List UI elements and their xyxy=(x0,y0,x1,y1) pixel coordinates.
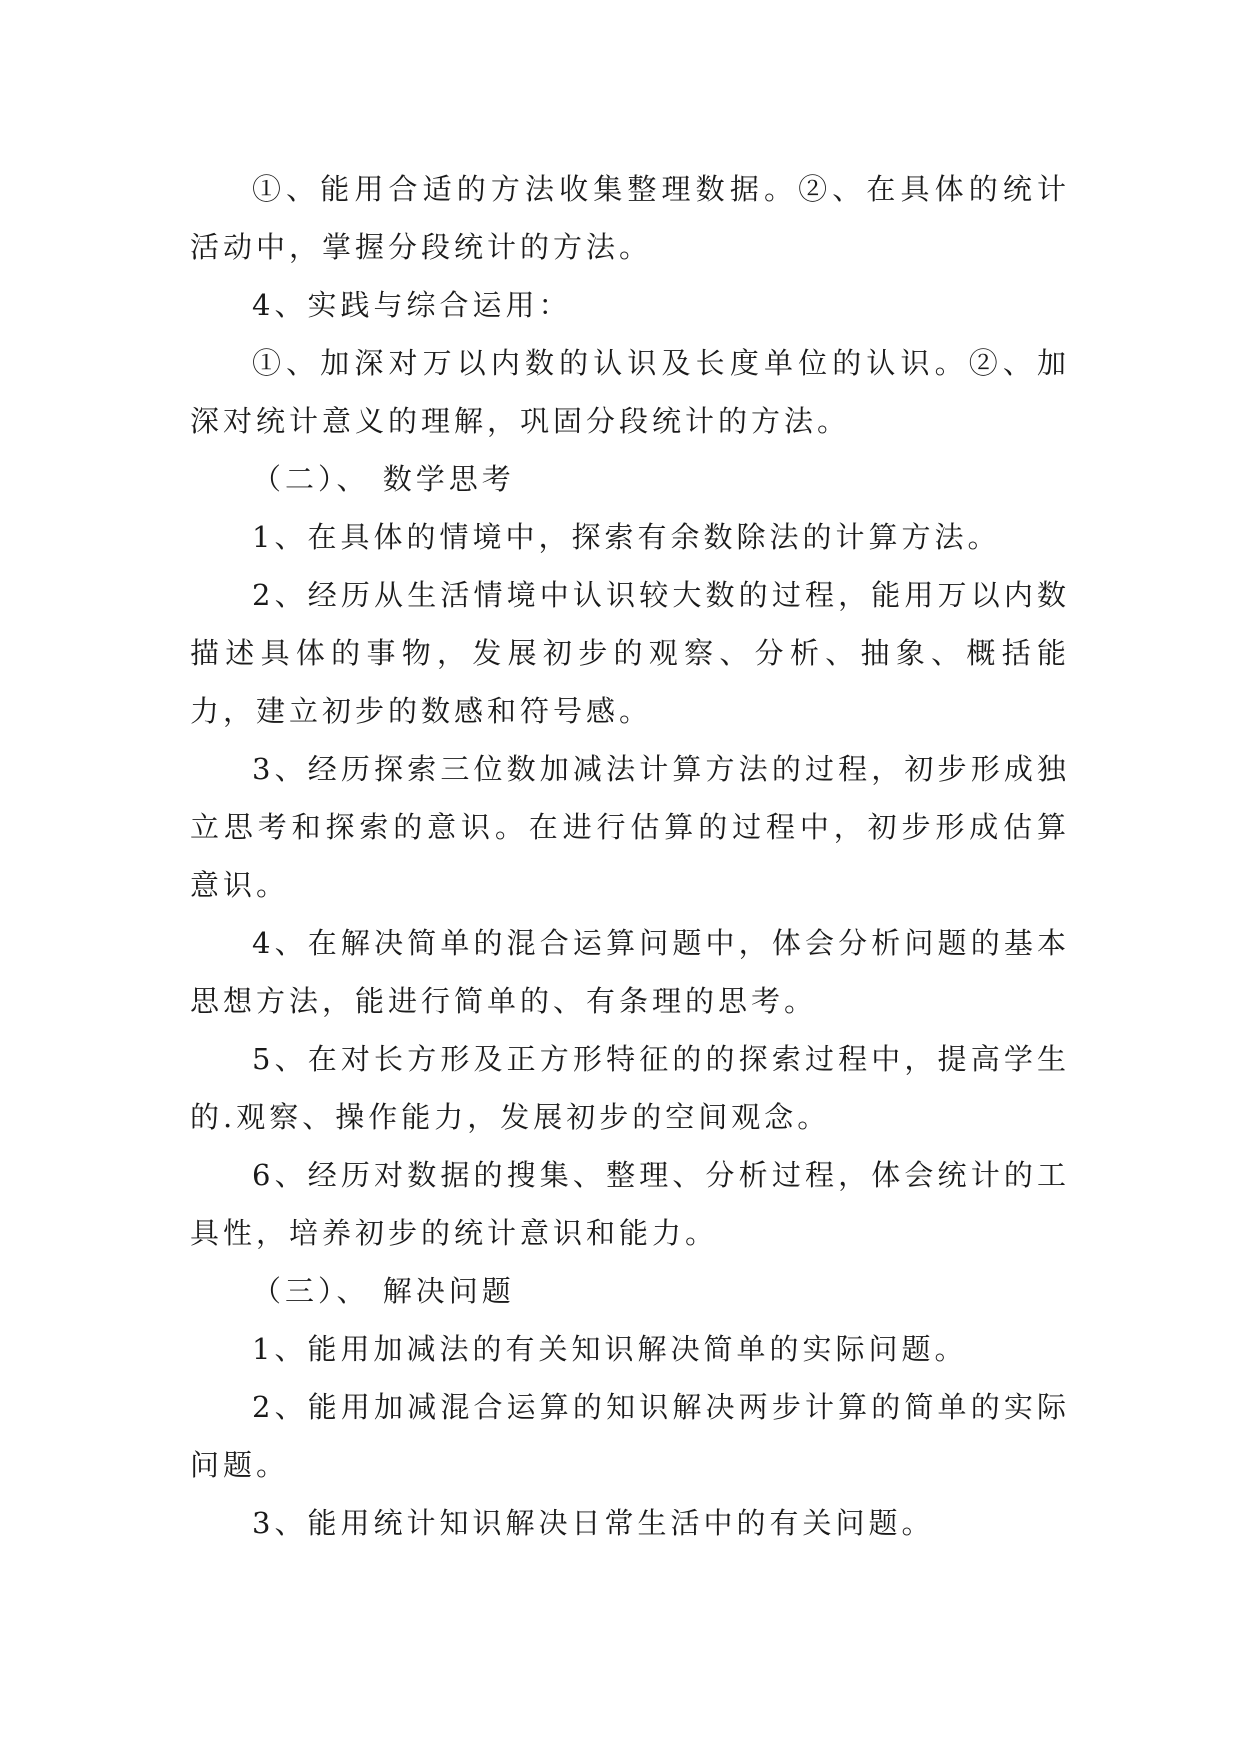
section-heading-problem-solving: （三）、 解决问题 xyxy=(252,1274,515,1308)
paragraph-solving-1: 1、能用加减法的有关知识解决简单的实际问题。 xyxy=(252,1332,968,1366)
paragraph-thinking-5: 5、在对长方形及正方形特征的的探索过程中，提高学生的.观察、操作能力，发展初步的空间观念。 xyxy=(190,1042,1070,1134)
section-heading-math-thinking: （二）、 数学思考 xyxy=(252,462,515,496)
paragraph-thinking-4: 4、在解决简单的混合运算问题中，体会分析问题的基本思想方法，能进行简单的、有条理的思考。 xyxy=(190,926,1070,1018)
paragraph-thinking-2: 2、经历从生活情境中认识较大数的过程，能用万以内数描述具体的事物，发展初步的观察、分析、抽象、概括能力，建立初步的数感和符号感。 xyxy=(190,578,1070,728)
paragraph-thinking-6: 6、经历对数据的搜集、整理、分析过程，体会统计的工具性，培养初步的统计意识和能力。 xyxy=(190,1158,1070,1250)
paragraph-practice-goals: ①、加深对万以内数的认识及长度单位的认识。②、加深对统计意义的理解，巩固分段统计的方法。 xyxy=(190,346,1070,438)
heading-practice-application: 4、实践与综合运用： xyxy=(252,288,572,322)
paragraph-solving-2: 2、能用加减混合运算的知识解决两步计算的简单的实际问题。 xyxy=(190,1390,1070,1482)
paragraph-statistics-goals: ①、能用合适的方法收集整理数据。②、在具体的统计活动中，掌握分段统计的方法。 xyxy=(190,172,1070,264)
paragraph-solving-3: 3、能用统计知识解决日常生活中的有关问题。 xyxy=(252,1506,935,1540)
document-body xyxy=(190,160,1070,1552)
paragraph-thinking-1: 1、在具体的情境中，探索有余数除法的计算方法。 xyxy=(252,520,1001,554)
paragraph-thinking-3: 3、经历探索三位数加减法计算方法的过程，初步形成独立思考和探索的意识。在进行估算的过程中，初步形成估算意识。 xyxy=(190,752,1070,902)
